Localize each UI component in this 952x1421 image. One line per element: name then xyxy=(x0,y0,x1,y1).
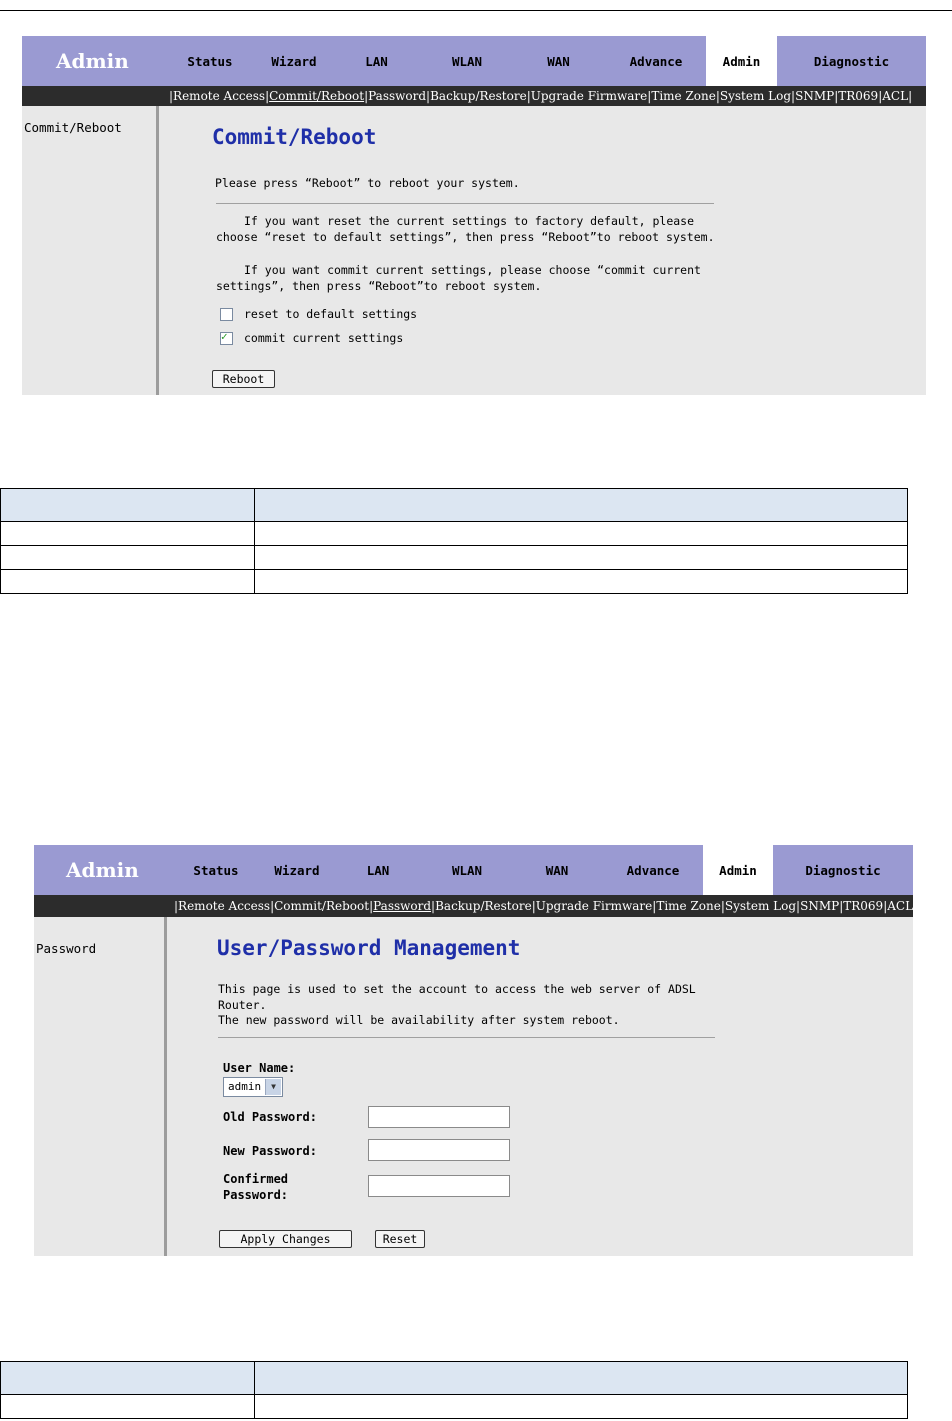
tab-lan[interactable]: LAN xyxy=(365,53,388,69)
table-cell xyxy=(255,570,908,594)
subtab-system-log[interactable]: System Log xyxy=(719,89,792,103)
table-cell xyxy=(255,489,908,522)
sidebar-item-commit-reboot[interactable]: Commit/Reboot xyxy=(24,120,122,135)
user-name-select[interactable] xyxy=(223,1077,283,1097)
empty-table-2 xyxy=(0,1361,908,1419)
sidebar xyxy=(34,917,167,1256)
confirmed-password-label: Confirmed Password: xyxy=(223,1172,289,1202)
table-cell xyxy=(255,522,908,546)
subtab-password[interactable]: Password xyxy=(373,899,432,913)
password-screenshot xyxy=(34,845,918,1256)
page-title: Commit/Reboot xyxy=(212,125,377,149)
subtab-upgrade-firmware[interactable]: Upgrade Firmware xyxy=(530,89,648,103)
divider xyxy=(216,203,714,204)
chevron-down-icon[interactable]: ▼ xyxy=(265,1079,281,1095)
table-header-row xyxy=(1,1362,908,1395)
table-cell xyxy=(255,1395,908,1419)
tab-advance[interactable]: Advance xyxy=(629,53,683,69)
brand-logo xyxy=(34,845,171,895)
tab-wizard[interactable]: Wizard xyxy=(274,862,320,878)
subtab-password[interactable]: Password xyxy=(368,89,427,103)
brand-text: Admin xyxy=(56,49,129,73)
subtab-commit-reboot[interactable]: Commit/Reboot xyxy=(269,89,365,103)
tab-lan[interactable]: LAN xyxy=(366,862,390,878)
tab-status[interactable]: Status xyxy=(187,53,233,69)
subtab-remote-access[interactable]: Remote Access xyxy=(173,89,266,103)
tab-diagnostic[interactable]: Diagnostic xyxy=(813,53,890,69)
tab-advance[interactable]: Advance xyxy=(626,862,680,878)
subtab-tr069[interactable]: TR069 xyxy=(838,89,879,103)
old-password-input[interactable] xyxy=(368,1106,510,1128)
brand-logo xyxy=(22,36,162,86)
table-cell xyxy=(1,1395,255,1419)
commit-settings-label: commit current settings xyxy=(244,331,404,345)
reset-default-label: reset to default settings xyxy=(244,307,418,321)
commit-reboot-screenshot xyxy=(22,36,926,395)
tab-admin[interactable]: Admin xyxy=(706,36,777,86)
user-name-label: User Name: xyxy=(223,1061,296,1075)
reset-default-checkbox[interactable] xyxy=(220,308,233,321)
apply-changes-button[interactable]: Apply Changes xyxy=(219,1230,352,1248)
subtab-acl[interactable]: ACL xyxy=(882,89,909,103)
divider xyxy=(218,1037,715,1038)
reset-button[interactable]: Reset xyxy=(375,1230,425,1248)
sub-navigation: |Remote Access|Commit/Reboot|Password|Backup/Restore|Upgrade Firmware|Time Zone|System Log|SNMP|TR069|ACL| xyxy=(22,86,926,106)
main-tabs xyxy=(162,36,926,86)
commit-settings-checkbox[interactable] xyxy=(220,332,233,345)
table-cell xyxy=(1,522,255,546)
subtab-time-zone[interactable]: Time Zone xyxy=(656,899,721,913)
tab-diagnostic[interactable]: Diagnostic xyxy=(805,862,881,878)
user-name-value: admin xyxy=(228,1080,262,1093)
sidebar xyxy=(22,106,159,395)
tab-wlan[interactable]: WLAN xyxy=(451,53,483,69)
subtab-acl[interactable]: ACL xyxy=(887,899,914,913)
subtab-backup-restore[interactable]: Backup/Restore xyxy=(430,89,527,103)
table-cell xyxy=(1,546,255,570)
subtab-snmp[interactable]: SNMP xyxy=(795,89,835,103)
page-title: User/Password Management xyxy=(217,936,521,960)
tab-wan[interactable]: WAN xyxy=(545,862,569,878)
subtab-backup-restore[interactable]: Backup/Restore xyxy=(435,899,532,913)
tab-status[interactable]: Status xyxy=(193,862,239,878)
intro-text: Please press “Reboot” to reboot your system. xyxy=(215,176,520,190)
tab-wan[interactable]: WAN xyxy=(547,53,570,69)
brand-text: Admin xyxy=(66,858,139,882)
table-row xyxy=(1,522,908,546)
table-row xyxy=(1,1395,908,1419)
table-header-row xyxy=(1,489,908,522)
table-row xyxy=(1,546,908,570)
sub-navigation: |Remote Access|Commit/Reboot|Password|Backup/Restore|Upgrade Firmware|Time Zone|System Log|SNMP|TR069|ACL| xyxy=(34,895,913,917)
tab-wlan[interactable]: WLAN xyxy=(451,862,483,878)
subtab-time-zone[interactable]: Time Zone xyxy=(651,89,716,103)
subtab-system-log[interactable]: System Log xyxy=(724,899,797,913)
subtab-upgrade-firmware[interactable]: Upgrade Firmware xyxy=(535,899,653,913)
reboot-note: The new password will be availability after system reboot. xyxy=(218,1013,620,1027)
table-cell xyxy=(1,1362,255,1395)
table-cell xyxy=(255,546,908,570)
empty-table-1 xyxy=(0,488,908,594)
confirmed-password-input[interactable] xyxy=(368,1175,510,1197)
table-row xyxy=(1,570,908,594)
main-tabs xyxy=(171,845,913,895)
commit-instructions: If you want commit current settings, please choose “commit current settings”, then press “Reboot”to reboot system. xyxy=(216,263,701,293)
description-text: This page is used to set the account to access the web server of ADSL Router. xyxy=(218,982,696,1012)
subtab-snmp[interactable]: SNMP xyxy=(800,899,840,913)
table-cell xyxy=(255,1362,908,1395)
new-password-input[interactable] xyxy=(368,1139,510,1161)
subtab-commit-reboot[interactable]: Commit/Reboot xyxy=(274,899,370,913)
subtab-remote-access[interactable]: Remote Access xyxy=(178,899,271,913)
new-password-label: New Password: xyxy=(223,1144,317,1158)
tab-admin[interactable]: Admin xyxy=(703,845,773,895)
reboot-button[interactable]: Reboot xyxy=(212,370,275,388)
table-cell xyxy=(1,570,255,594)
old-password-label: Old Password: xyxy=(223,1110,317,1124)
page-header-rule xyxy=(0,10,952,11)
table-cell xyxy=(1,489,255,522)
subtab-tr069[interactable]: TR069 xyxy=(843,899,884,913)
sidebar-item-password[interactable]: Password xyxy=(36,941,97,956)
tab-wizard[interactable]: Wizard xyxy=(271,53,317,69)
reset-instructions: If you want reset the current settings to factory default, please choose “reset to default settings”, then press “Reboot”to reboot system. xyxy=(216,214,715,244)
